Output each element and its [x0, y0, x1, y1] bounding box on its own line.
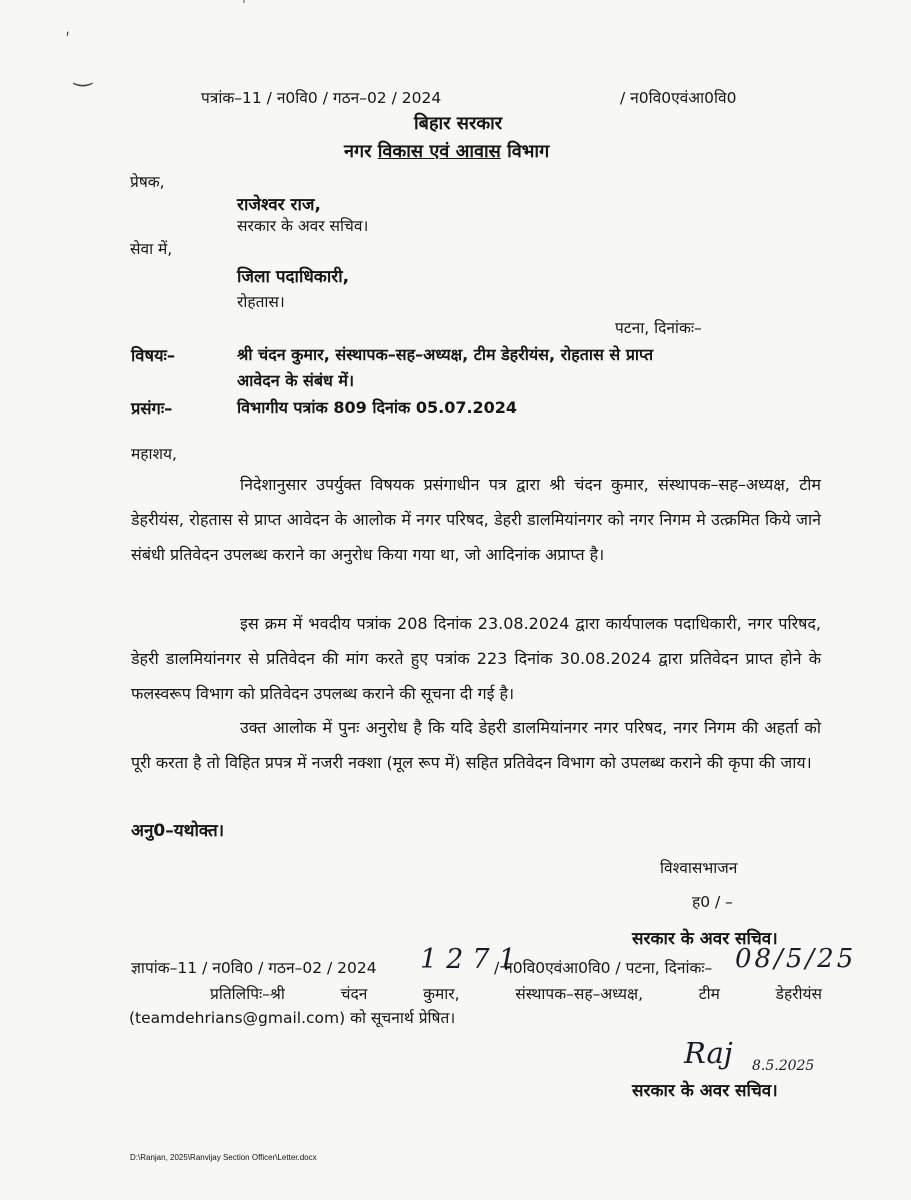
recipient-label: सेवा में, [130, 240, 173, 258]
scan-mark-curve: ‿ [74, 62, 92, 87]
body-paragraph-2: इस क्रम में भवदीय पत्रांक 208 दिनांक 23.08.2024 द्वारा कार्यपालक पदाधिकारी, नगर परिषद, डेहरी डालमियांनगर से प्रतिवेदन की मांग करते हुए पत्रांक 223 दिनांक 30.08.2024 द्वारा प्रतिवेदन प्राप्त होने के फलस्वरूप विभाग को प्रतिवेदन उपलब्ध कराने की सूचना दी गई है। [131, 614, 821, 703]
signature-initials: Raj [684, 1036, 733, 1070]
body-paragraph-3: उक्त आलोक में पुनः अनुरोध है कि यदि डेहरी डालमियांनगर नगर परिषद, नगर निगम की अहर्ता को पूरी करता है तो विहित प्रपत्र में नजरी नक्शा (मूल रूप में) सहित प्रतिवेदन विभाग को उपलब्ध कराने की कृपा की जाय। [131, 718, 821, 772]
subject-label: विषयः– [131, 346, 176, 365]
recipient-place: रोहतास। [237, 293, 285, 311]
recipient-name: जिला पदाधिकारी, [237, 267, 350, 287]
reference-text: विभागीय पत्रांक 809 दिनांक 05.07.2024 [237, 398, 518, 417]
department-title-underlined: विकास एवं आवास [377, 141, 501, 162]
closing-designation: सरकार के अवर सचिव। [632, 929, 778, 949]
reference-label: प्रसंगः– [131, 399, 173, 418]
sender-name: राजेश्वर राज, [237, 195, 321, 215]
subject-line-1: श्री चंदन कुमार, संस्थापक–सह–अध्यक्ष, टीम डेहरीयंस, रोहतास से प्राप्त [237, 345, 654, 364]
department-title [344, 139, 549, 163]
enclosure-note: अनु0–यथोक्त। [131, 821, 225, 841]
copy-line-2: (teamdehrians@gmail.com) को सूचनार्थ प्रेषित। [129, 1009, 456, 1027]
salutation: महाशय, [131, 445, 177, 463]
closing-signature: ह0 / – [692, 893, 733, 911]
sender-designation: सरकार के अवर सचिव। [237, 217, 369, 235]
department-title-suffix: विभाग [500, 141, 550, 162]
subject-line-2: आवेदन के संबंध में। [237, 371, 355, 390]
closing-faithfully: विश्वासभाजन [660, 859, 738, 877]
scan-mark-corner: ˊ [61, 29, 80, 52]
body-paragraph-1: निदेशानुसार उपर्युक्त विषयक प्रसंगाधीन पत्र द्वारा श्री चंदन कुमार, संस्थापक–सह–अध्यक्ष, टीम डेहरीयंस, रोहतास से प्राप्त आवेदन के आलोक में नगर परिषद, डेहरी डालमियांनगर को नगर निगम मे उत्क्रमित किये जाने संबंधी प्रतिवेदन उपलब्ध कराने का अनुरोध किया गया था, जो आदिनांक अप्राप्त है। [131, 475, 821, 564]
scan-mark-top: ˈ [242, 0, 246, 14]
department-code: / न0वि0एवंआ0वि0 [620, 89, 737, 107]
copy-line-1: प्रतिलिपिः–श्री चंदन कुमार, संस्थापक–सह–अध्यक्ष, टीम डेहरीयंस [210, 985, 822, 1003]
signature-designation: सरकार के अवर सचिव। [632, 1081, 778, 1101]
letter-reference-number: पत्रांक–11 / न0वि0 / गठन–02 / 2024 [201, 89, 442, 107]
footer-file-path: D:\Ranjan, 2025\Ranvijay Section Officer\Letter.docx [130, 1153, 317, 1162]
date-line: पटना, दिनांकः– [615, 319, 702, 337]
memo-suffix: / न0वि0एवंआ0वि0 / पटना, दिनांकः– [494, 959, 713, 977]
memo-handwritten-date: 08/5/25 [735, 944, 857, 974]
government-title: बिहार सरकार [414, 113, 503, 134]
signature-date: 8.5.2025 [752, 1058, 815, 1074]
sender-label: प्रेषक, [130, 173, 165, 191]
memo-handwritten-number: 1271 [420, 944, 525, 975]
memo-prefix: ज्ञापांक–11 / न0वि0 / गठन–02 / 2024 [131, 959, 377, 977]
department-title-prefix: नगर [344, 141, 378, 162]
